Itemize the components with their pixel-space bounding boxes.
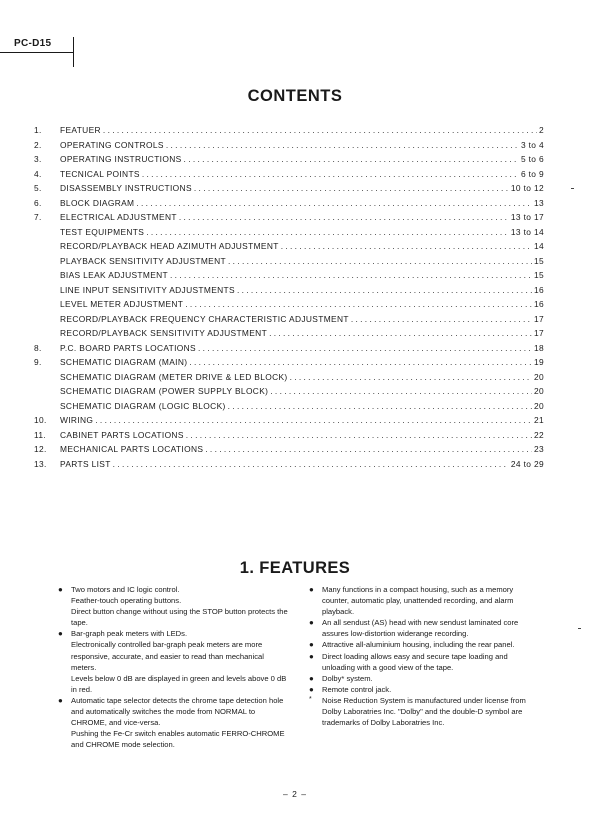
toc-entry-page: 20 [533,371,544,382]
toc-leader-dots [290,370,532,385]
toc-leader-dots [269,326,532,341]
toc-leader-dots [113,457,509,472]
toc-entry-page: 17 [533,328,544,338]
toc-leader-dots [95,413,532,428]
scan-mark [578,628,581,629]
toc-entry [60,225,544,240]
toc-entry [34,442,544,457]
feature-text: Automatic tape selector detects the chrome tape detection hole and automatically switches the mode from NORMAL to CHROME, and vice-versa. [71,695,284,728]
toc-entry-page: 13 to 17 [510,212,544,222]
toc-entry-number: 8. [34,342,42,353]
toc-entry-number: 3. [34,154,42,164]
toc-leader-dots [198,341,532,356]
toc-entry-page: 20 [533,400,544,411]
feature-text: Many functions in a compact housing, such as a memory counter, automatic play, unattended recording, and alarm playback. [322,585,514,617]
toc-leader-dots [351,312,532,327]
toc-entry-page: 13 [533,197,544,208]
toc-leader-dots [142,167,519,182]
toc-entry [34,355,544,370]
asterisk-icon: * [309,695,312,703]
page-number: – 2 – [283,789,307,799]
toc-entry [60,326,544,341]
feature-item [309,651,541,673]
toc-entry-title: RECORD/PLAYBACK HEAD AZIMUTH ADJUSTMENT [60,241,279,251]
feature-item [309,695,541,728]
toc-entry-title: TECNICAL POINTS [60,168,140,179]
toc-entry [34,196,544,211]
toc-entry [60,370,544,385]
toc-entry [60,239,544,254]
toc-entry-number: 12. [34,444,47,454]
toc-entry [34,167,544,182]
bullet-icon: ● [58,695,63,705]
toc-leader-dots [205,442,532,457]
toc-leader-dots [103,123,537,138]
toc-entry-title: BIAS LEAK ADJUSTMENT [60,270,168,280]
toc-entry-title: MECHANICAL PARTS LOCATIONS [60,444,204,454]
toc-entry-page: 15 [533,255,544,266]
feature-item [309,673,541,684]
toc-entry-title: BLOCK DIAGRAM [60,197,135,208]
toc-entry [34,413,544,428]
toc-entry-number: 1. [34,125,42,135]
feature-text: Bar-graph peak meters with LEDs. [71,629,188,639]
toc-entry-title: SCHEMATIC DIAGRAM (LOGIC BLOCK) [60,400,226,411]
toc-entry-page: 5 to 6 [520,154,544,164]
toc-entry-page: 24 to 29 [510,458,544,469]
toc-entry [60,268,544,283]
toc-entry-page: 19 [533,357,544,367]
feature-item [58,584,290,628]
toc-entry [60,297,544,312]
bullet-icon: ● [309,684,314,694]
toc-leader-dots [194,181,509,196]
feature-item [309,617,541,639]
features-right-column [309,584,541,728]
toc-entry [34,123,544,138]
toc-leader-dots [146,225,509,240]
toc-leader-dots [228,254,532,269]
bullet-icon: ● [309,673,314,683]
toc-entry-page: 20 [533,386,544,396]
toc-entry-number: 11. [34,429,47,440]
toc-entry-page: 6 to 9 [520,168,544,179]
toc-entry [60,254,544,269]
toc-entry-title: SCHEMATIC DIAGRAM (METER DRIVE & LED BLOCK) [60,371,288,382]
feature-text: Two motors and IC logic control. [71,585,180,594]
toc-entry-title: CABINET PARTS LOCATIONS [60,429,184,440]
feature-text: Feather-touch operating buttons. [71,596,182,606]
toc-entry-page: 18 [533,342,544,353]
toc-entry-title: FEATUER [60,125,101,135]
feature-item [58,695,290,750]
header-rule [73,37,74,67]
toc-entry [34,457,544,472]
toc-entry-title: SCHEMATIC DIAGRAM (MAIN) [60,357,188,367]
toc-entry [34,428,544,443]
feature-item [309,584,541,617]
toc-leader-dots [185,297,532,312]
toc-entry [34,138,544,153]
toc-entry-number: 10. [34,415,47,425]
model-label: PC-D15 [0,38,73,53]
toc-entry-page: 15 [533,270,544,280]
toc-entry-title: RECORD/PLAYBACK FREQUENCY CHARACTERISTIC ADJUSTMENT [60,313,349,324]
toc-leader-dots [136,196,532,211]
bullet-icon: ● [309,618,314,628]
bullet-icon: ● [58,629,63,639]
toc-entry-title: OPERATING INSTRUCTIONS [60,154,182,164]
toc-entry [34,341,544,356]
bullet-icon: ● [309,651,314,661]
feature-text: Attractive all-aluminium housing, including the rear panel. [322,640,515,650]
feature-text: An all sendust (AS) head with new sendust laminated core assures low-distortion widerange recording. [322,618,519,639]
toc-entry-number: 13. [34,458,47,469]
toc-entry-title: ELECTRICAL ADJUSTMENT [60,212,177,222]
toc-entry [60,312,544,327]
toc-entry [60,283,544,298]
toc-entry-number: 7. [34,212,42,222]
toc-entry-page: 17 [533,313,544,324]
toc-entry-number: 4. [34,168,42,179]
toc-leader-dots [186,428,532,443]
feature-item [309,639,541,650]
bullet-icon: ● [309,585,314,594]
toc-entry-title: P.C. BOARD PARTS LOCATIONS [60,342,196,353]
toc-entry [34,152,544,167]
feature-text: Levels below 0 dB are displayed in green and levels above 0 dB in red. [71,673,287,694]
toc-leader-dots [189,355,532,370]
toc-leader-dots [270,384,532,399]
toc-entry-title: SCHEMATIC DIAGRAM (POWER SUPPLY BLOCK) [60,386,269,396]
toc-entry-title: PLAYBACK SENSITIVITY ADJUSTMENT [60,255,226,266]
features-left-column [58,584,290,750]
toc-entry-page: 13 to 14 [510,226,544,237]
toc-entry-title: WIRING [60,415,94,425]
toc-entry-title: LINE INPUT SENSITIVITY ADJUSTMENTS [60,284,235,295]
toc-entry [34,181,544,196]
feature-text: Dolby* system. [322,673,373,683]
toc-entry [60,384,544,399]
toc-entry-title: LEVEL METER ADJUSTMENT [60,299,184,309]
features-heading: 1. FEATURES [239,559,351,577]
toc-entry [34,210,544,225]
feature-text: Direct button change without using the STOP button protects the tape. [71,607,288,628]
feature-item [309,684,541,695]
table-of-contents [34,123,544,471]
toc-entry-page: 22 [533,429,544,440]
toc-entry-page: 10 to 12 [510,183,544,193]
feature-item [58,628,290,695]
feature-text: Direct loading allows easy and secure tape loading and unloading with a good view of the tape. [322,651,508,672]
toc-entry-page: 16 [533,284,544,295]
toc-entry-title: DISASSEMBLY INSTRUCTIONS [60,183,192,193]
toc-entry-title: PARTS LIST [60,458,111,469]
toc-entry-title: RECORD/PLAYBACK SENSITIVITY ADJUSTMENT [60,328,268,338]
toc-entry-number: 6. [34,197,42,208]
bullet-icon: ● [309,640,314,650]
contents-heading: CONTENTS [247,87,343,105]
toc-entry-number: 9. [34,357,42,367]
toc-leader-dots [166,138,519,153]
toc-leader-dots [179,210,509,225]
toc-entry-title: OPERATING CONTROLS [60,139,164,150]
feature-text: Noise Reduction System is manufactured under license from Dolby Laboratries Inc. "Dolby" and the double-D symbol are trademarks of Dolby Laboratries Inc. [322,695,526,728]
toc-leader-dots [184,152,519,167]
toc-entry-number: 2. [34,139,42,150]
toc-entry [60,399,544,414]
feature-text: Remote control jack. [322,684,392,694]
toc-entry-page: 21 [533,415,544,425]
feature-text: Pushing the Fe-Cr switch enables automatic FERRO-CHROME and CHROME mode selection. [71,729,285,750]
toc-leader-dots [170,268,532,283]
toc-entry-page: 3 to 4 [520,139,544,150]
bullet-icon: ● [58,585,63,594]
toc-entry-page: 14 [533,241,544,251]
toc-leader-dots [237,283,532,298]
toc-leader-dots [281,239,532,254]
feature-text: Electronically controlled bar-graph peak meters are more responsive, accurate, and easier to read than mechanical meters. [71,640,264,672]
scan-mark [571,188,574,189]
toc-entry-number: 5. [34,183,42,193]
toc-entry-page: 23 [533,444,544,454]
toc-entry-page: 16 [533,299,544,309]
toc-entry-page: 2 [538,125,544,135]
toc-leader-dots [228,399,532,414]
toc-entry-title: TEST EQUIPMENTS [60,226,145,237]
